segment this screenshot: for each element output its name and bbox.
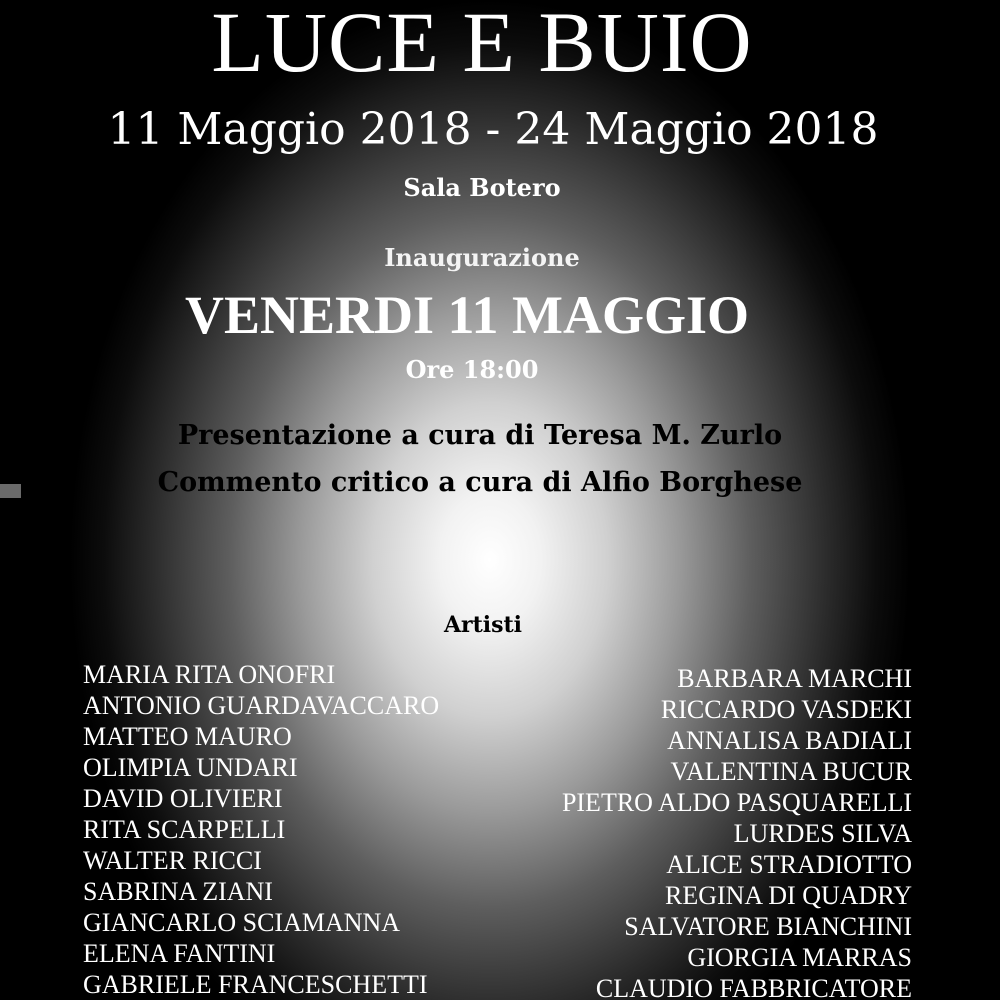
artist-name: WALTER RICCI xyxy=(83,846,262,875)
artist-name: RICCARDO VASDEKI xyxy=(660,695,912,724)
artist-name: LURDES SILVA xyxy=(733,819,912,848)
artist-name: SALVATORE BIANCHINI xyxy=(624,912,912,941)
inauguration-day: VENERDI 11 MAGGIO xyxy=(184,285,750,345)
artist-name: GABRIELE FRANCESCHETTI xyxy=(83,970,428,999)
artist-name: DAVID OLIVIERI xyxy=(83,784,283,813)
artist-name: MATTEO MAURO xyxy=(83,722,292,751)
artist-name: GIORGIA MARRAS xyxy=(687,943,912,972)
artist-name: ANNALISA BADIALI xyxy=(667,726,912,755)
inauguration-label: Inaugurazione xyxy=(384,243,580,272)
poster-title: LUCE E BUIO xyxy=(211,0,753,90)
critical-comment-credit: Commento critico a cura di Alfio Borghese xyxy=(157,467,803,498)
artist-name: REGINA DI QUADRY xyxy=(665,881,912,910)
artists-heading: Artisti xyxy=(443,612,523,638)
artists-list-left xyxy=(83,659,439,1000)
artist-name: SABRINA ZIANI xyxy=(83,877,273,906)
artist-name: ANTONIO GUARDAVACCARO xyxy=(83,691,440,720)
exhibition-dates: 11 Maggio 2018 - 24 Maggio 2018 xyxy=(107,104,879,155)
artist-name: ALICE STRADIOTTO xyxy=(666,850,912,879)
venue-name: Sala Botero xyxy=(403,173,561,202)
artist-name: GIANCARLO SCIAMANNA xyxy=(83,908,401,937)
artist-name: ELENA FANTINI xyxy=(83,939,276,968)
artist-name: MARIA RITA ONOFRI xyxy=(83,660,336,689)
artist-name: OLIMPIA UNDARI xyxy=(83,753,298,782)
artist-name: RITA SCARPELLI xyxy=(83,815,286,844)
artist-name: VALENTINA BUCUR xyxy=(670,757,912,786)
artist-name: BARBARA MARCHI xyxy=(677,664,912,693)
artist-name: PIETRO ALDO PASQUARELLI xyxy=(561,788,912,817)
artist-name: CLAUDIO FABBRICATORE xyxy=(595,974,912,1000)
presentation-credit: Presentazione a cura di Teresa M. Zurlo xyxy=(177,420,783,451)
inauguration-time: Ore 18:00 xyxy=(405,355,539,384)
artists-list-right xyxy=(562,663,912,1000)
